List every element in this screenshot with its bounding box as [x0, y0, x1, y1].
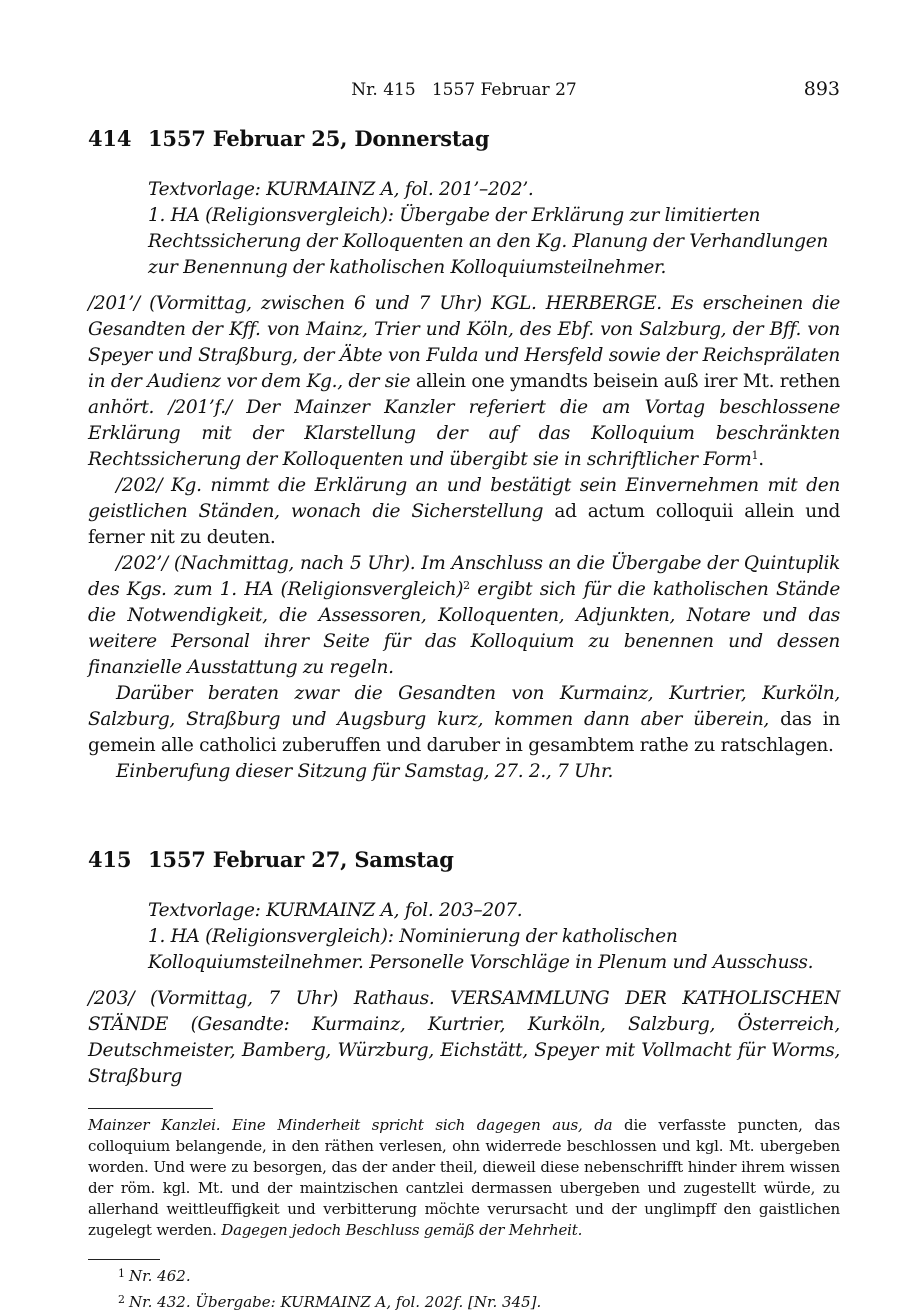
- doc-415-paragraph-1: /203/ (Vormittag, 7 Uhr) Rathaus. VERSAMMLUNG DER KATHOLISCHEN STÄNDE (Gesandte: Kurmainz, Kurtrier, Kurköln, Salzburg, Österreich, Deutschmeister, Bamberg, Würzburg, Eichstätt, Speyer mit Vollmacht für Worms, Straßburg: [88, 988, 840, 1087]
- doc-414-paragraph-3: /202’/ (Nachmittag, nach 5 Uhr). Im Anschluss an die Übergabe der Quintuplik des Kgs. zum 1. HA (Religionsvergleich)$^2$ ergibt sich für die katholischen Stände die Notwendigkeit, die Assessoren, Kolloquenten, Adjunkten, Notare und das weitere Personal ihrer Seite für das Kolloquium zu benennen und dessen finanzielle Ausstattung zu regeln.: [88, 553, 840, 678]
- doc-414-body: [88, 291, 840, 785]
- doc-414-summary: 1. HA (Religionsvergleich): Übergabe der Erklärung zur limitierten Rechtssicherung der Kolloquenten an den Kg. Planung der Verhandlungen zur Benennung der katholischen Kolloquiumsteilnehmer.: [148, 205, 828, 278]
- notes-divider: [88, 1259, 160, 1260]
- doc-414-heading: [88, 126, 840, 151]
- footnote-ref-1[interactable]: 1: [751, 449, 759, 462]
- doc-415-regest: [148, 898, 840, 976]
- doc-415-date: 1557 Februar 27, Samstag: [148, 847, 454, 872]
- doc-414-paragraph-2: /202/ Kg. nimmt die Erklärung an und bestätigt sein Einvernehmen mit den geistlichen Ständen, wonach die Sicherstellung ad actum colloquii allein und ferner nit zu deuten.: [88, 475, 840, 548]
- doc-414-source: Textvorlage: KURMAINZ A, fol. 201’–202’.: [148, 179, 534, 200]
- page-number: 893: [803, 78, 840, 100]
- doc-415-body: [88, 986, 840, 1090]
- doc-415-source: Textvorlage: KURMAINZ A, fol. 203–207.: [148, 900, 523, 921]
- note-2: $^2$ Nr. 432. Übergabe: KURMAINZ A, fol. 202f. [Nr. 345].: [118, 1293, 542, 1311]
- footnote-ref-2[interactable]: 2: [463, 579, 470, 592]
- doc-414-paragraph-4: Darüber beraten zwar die Gesandten von Kurmainz, Kurtrier, Kurköln, Salzburg, Straßburg und Augsburg kurz, kommen dann aber überein, das in gemein alle catholici zuberuffen und daruber in gesambtem rathe zu ratschlagen.: [88, 683, 840, 756]
- doc-415-heading: [88, 847, 840, 872]
- doc-414-regest: [148, 177, 840, 281]
- document-page: [88, 78, 840, 1314]
- notes-list: [88, 1262, 840, 1314]
- note-1: $^1$ Nr. 462.: [118, 1267, 191, 1285]
- doc-415-summary: 1. HA (Religionsvergleich): Nominierung der katholischen Kolloquiumsteilnehmer. Personelle Vorschläge in Plenum und Ausschuss.: [148, 926, 814, 973]
- running-title: Nr. 415 1557 Februar 27: [351, 80, 577, 100]
- doc-414-paragraph-1: /201’/ (Vormittag, zwischen 6 und 7 Uhr) KGL. HERBERGE. Es erscheinen die Gesandten der Kff. von Mainz, Trier und Köln, des Ebf. von Salzburg, der Bff. von Speyer und Straßburg, der Äbte von Fulda und Hersfeld sowie der Reichsprälaten in der Audienz vor dem Kg., der sie allein one ymandts beisein auß irer Mt. rethen anhört. /201’f./ Der Mainzer Kanzler referiert die am Vortag beschlossene Erklärung mit der Klarstellung der auf das Kolloquium beschränkten Rechtssicherung der Kolloquenten und übergibt sie in schriftlicher Form$^1$.: [88, 293, 840, 470]
- textual-footnote: Mainzer Kanzlei. Eine Minderheit spricht sich dagegen aus, da die verfasste puncten, das colloquium belangende, in den räthen verlesen, ohn widerrede beschlossen und kgl. Mt. ubergeben worden. Und were zu besorgen, das der ander theil, dieweil diese nebenschrifft hinder ihrem wissen der röm. kgl. Mt. und der maintzischen cantzlei dermassen ubergeben und zugestellt würde, zu allerhand weittleuffigkeit und verbitterung möchte verursacht und der unglimpff den gaistlichen zugelegt werden. Dagegen jedoch Beschluss gemäß der Mehrheit.: [88, 1116, 840, 1239]
- doc-414-paragraph-5: Einberufung dieser Sitzung für Samstag, 27. 2., 7 Uhr.: [116, 761, 614, 782]
- doc-414-number: 414: [88, 126, 132, 151]
- doc-415-number: 415: [88, 847, 132, 872]
- doc-414-date: 1557 Februar 25, Donnerstag: [148, 126, 490, 151]
- footnote-divider: [88, 1108, 213, 1109]
- running-header: [88, 78, 840, 106]
